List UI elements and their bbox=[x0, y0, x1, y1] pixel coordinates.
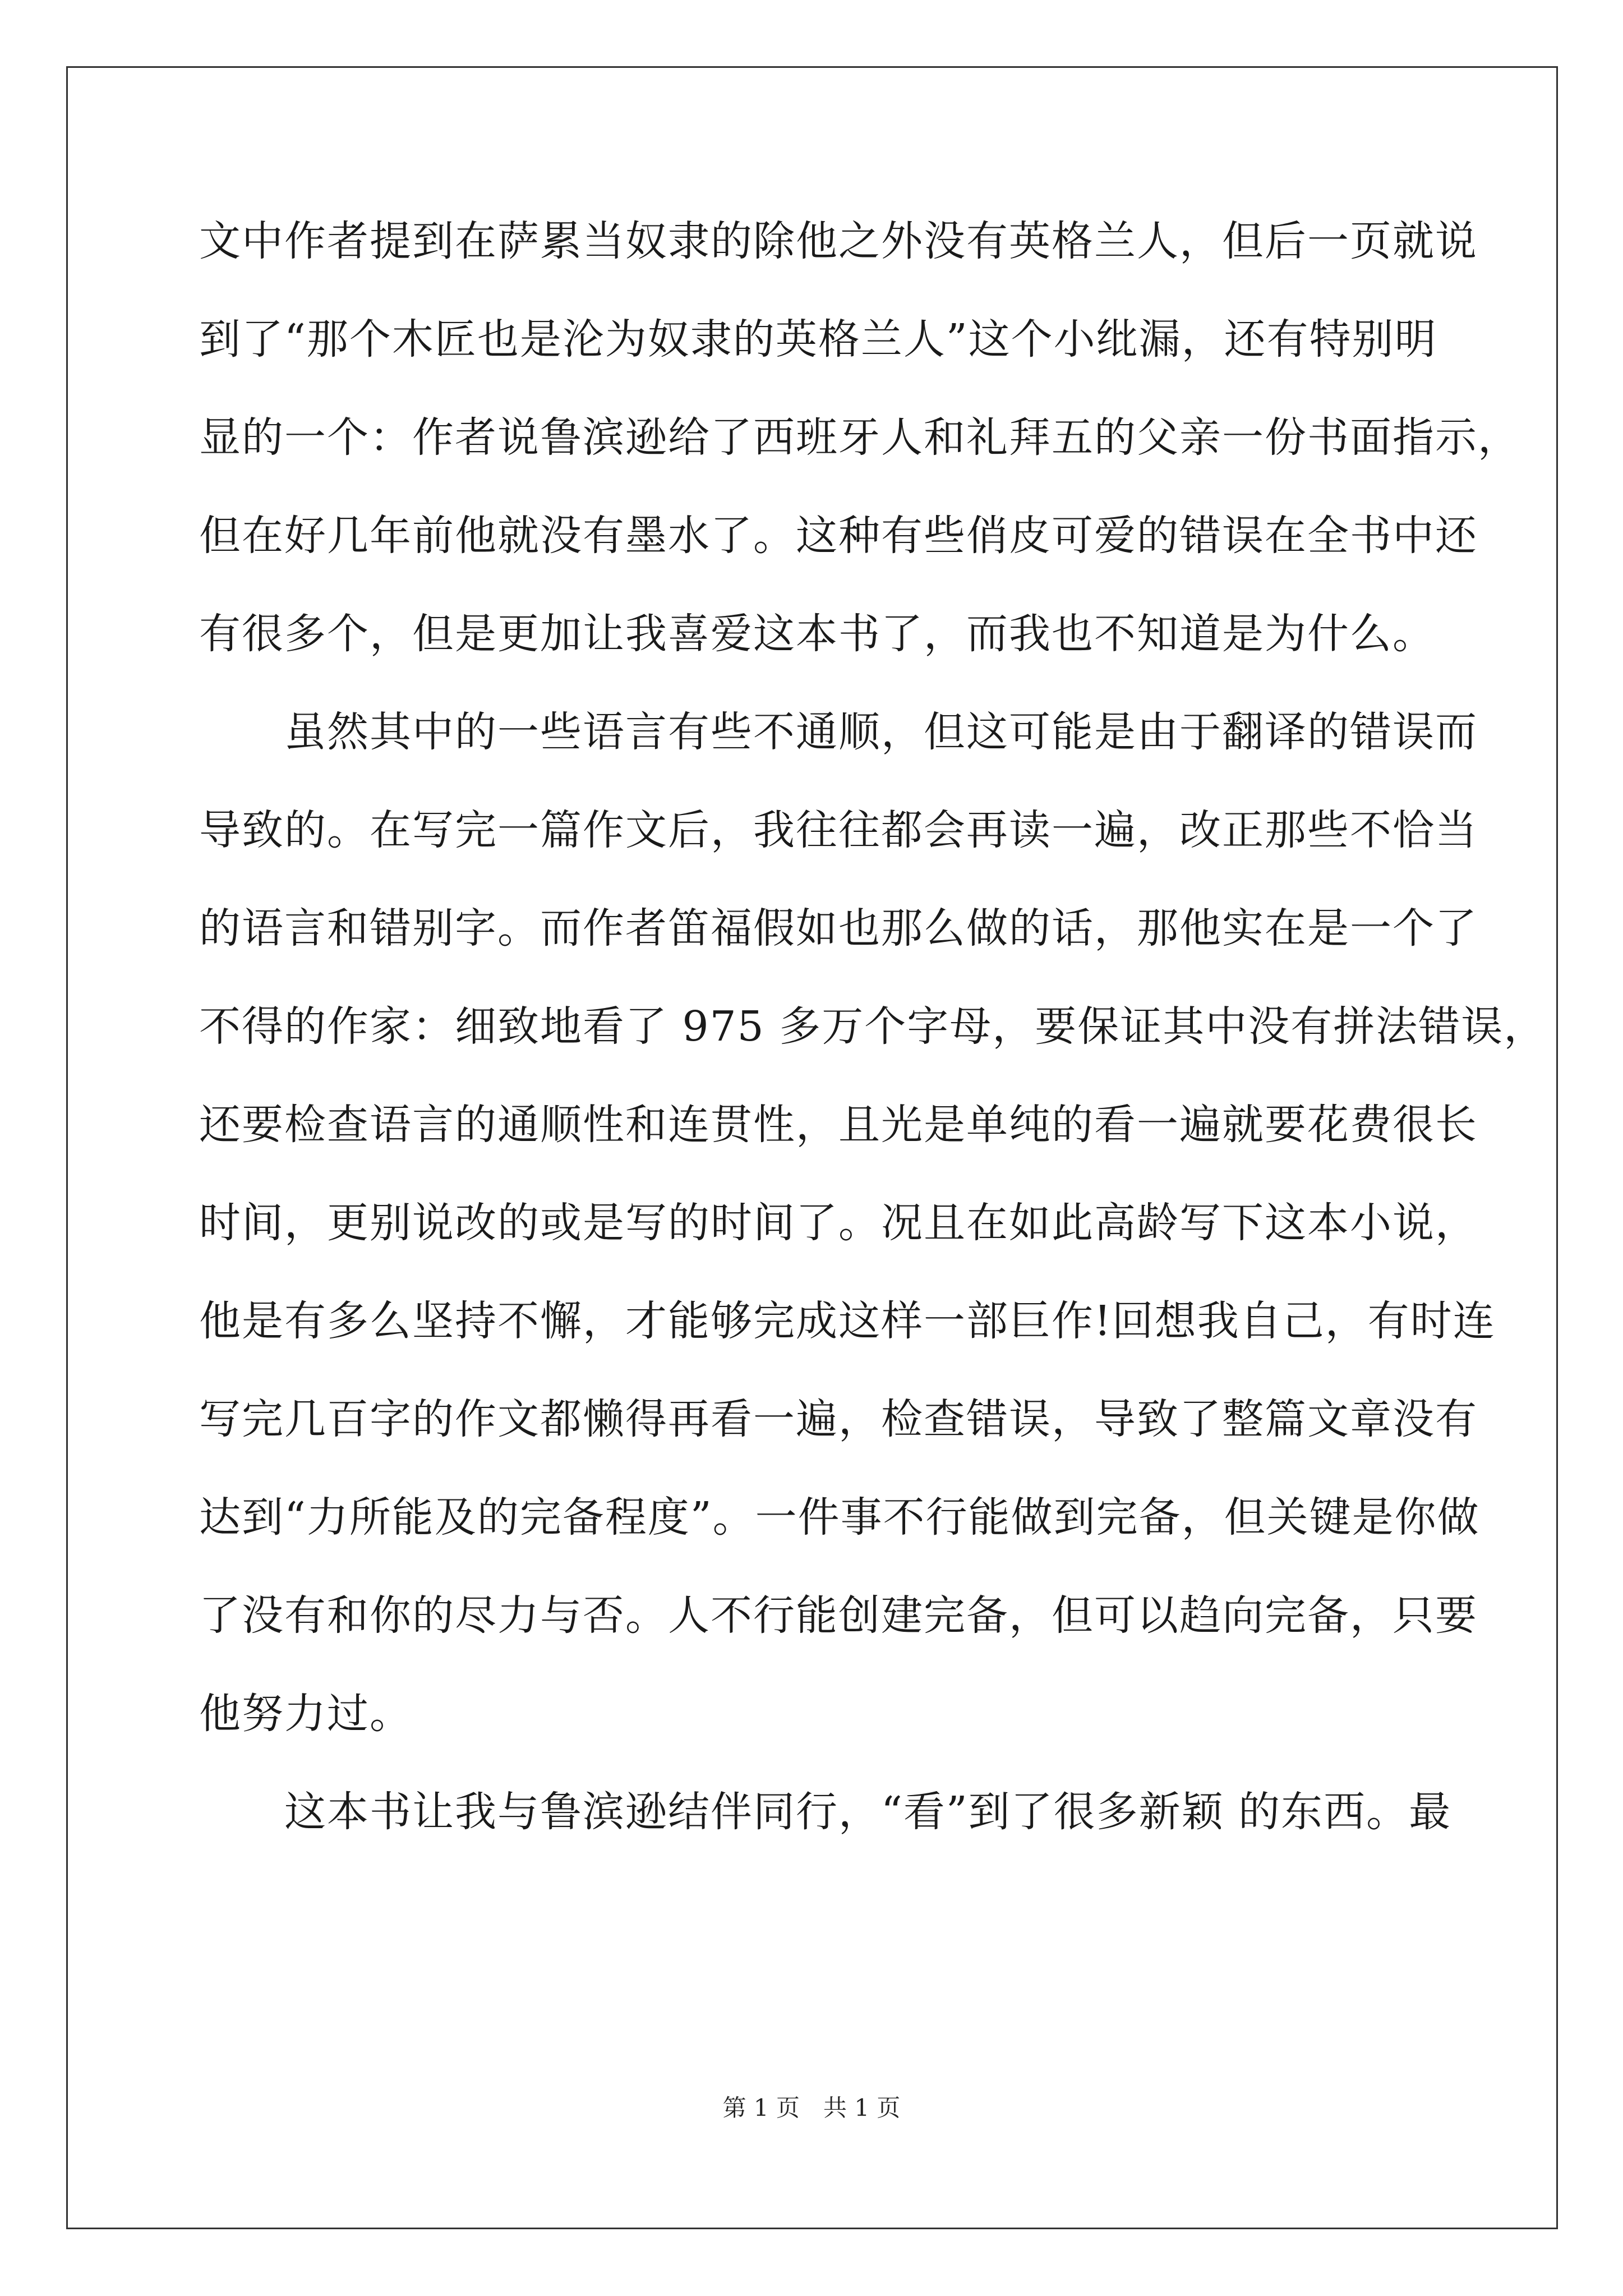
text-line: 达到“力所能及的完备程度”。一件事不行能做到完备，但关键是你做 bbox=[199, 1493, 1480, 1542]
text-line: 了没有和你的尽力与否。人不行能创建完备，但可以趋向完备，只要 bbox=[199, 1591, 1478, 1640]
text-line: 导致的。在写完一篇作文后，我往往都会再读一遍，改正那些不恰当 bbox=[199, 806, 1478, 854]
text-line: 不得的作家：细致地看了 975 多万个字母，要保证其中没有拼法错误， bbox=[199, 1002, 1547, 1051]
text-line: 的语言和错别字。而作者笛福假如也那么做的话，那他实在是一个了 bbox=[199, 904, 1478, 953]
text-line: 写完几百字的作文都懒得再看一遍，检查错误，导致了整篇文章没有 bbox=[199, 1395, 1478, 1443]
paragraph-start-line: 虽然其中的一些语言有些不通顺，但这可能是由于翻译的错误而 bbox=[199, 708, 1478, 756]
page-number-footer: 第 1 页 共 1 页 bbox=[722, 2094, 901, 2122]
text-line: 还要检查语言的通顺性和连贯性，且光是单纯的看一遍就要花费很长 bbox=[199, 1101, 1478, 1149]
text-line: 他是有多么坚持不懈，才能够完成这样一部巨作!回想我自己，有时连 bbox=[199, 1297, 1496, 1345]
text-line: 时间，更别说改的或是写的时间了。况且在如此高龄写下这本小说， bbox=[199, 1199, 1478, 1247]
paragraph-start-line: 这本书让我与鲁滨逊结伴同行，“看”到了很多新颖 的东西。最 bbox=[199, 1788, 1452, 1836]
text-line: 到了“那个木匠也是沦为奴隶的英格兰人”这个小纰漏，还有特别明 bbox=[199, 315, 1437, 364]
text-line: 有很多个，但是更加让我喜爱这本书了，而我也不知道是为什么。 bbox=[199, 610, 1435, 658]
text-line: 但在好几年前他就没有墨水了。这种有些俏皮可爱的错误在全书中还 bbox=[199, 512, 1478, 560]
text-line: 他努力过。 bbox=[199, 1690, 412, 1738]
text-line: 文中作者提到在萨累当奴隶的除他之外没有英格兰人，但后一页就说 bbox=[199, 217, 1478, 265]
text-line: 显的一个：作者说鲁滨逊给了西班牙人和礼拜五的父亲一份书面指示， bbox=[199, 413, 1520, 462]
